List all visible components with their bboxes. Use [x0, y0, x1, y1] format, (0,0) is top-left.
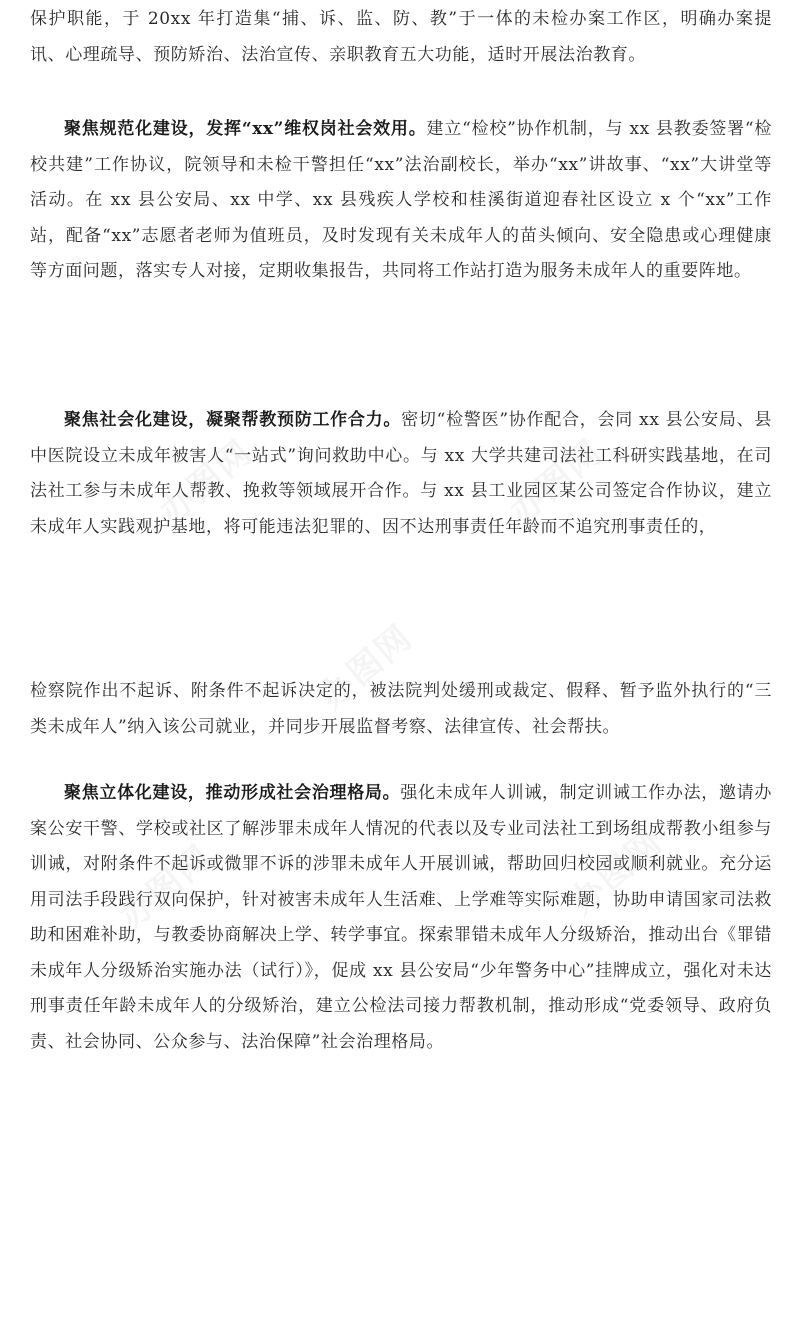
watermark: 办图网	[562, 822, 671, 923]
paragraph-heading: 聚焦社会化建设，凝聚帮教预防工作合力。	[64, 410, 402, 430]
paragraph-integration	[30, 776, 772, 1060]
paragraph-body: 密切“检警医”协作配合，会同 xx 县公安局、县中医院设立未成年被害人“一站式”询问救助中心。与 xx 大学共建司法社工科研实践基地，在司法社工参与未成年人帮教、挽救等领域展开合作。与 xx 县工业园区某公司签定合作协议，建立未成年人实践观护基地，将可能违法犯罪的、因不达刑事责任年龄而不追究刑事责任的，	[30, 410, 772, 537]
paragraph-heading: 聚焦规范化建设，发挥“xx”维权岗社会效用。	[64, 119, 427, 139]
watermark: 办图网	[502, 432, 611, 533]
paragraph-socialization	[30, 403, 772, 545]
watermark: 办图网	[152, 432, 261, 533]
paragraph-socialization-continuation	[30, 674, 772, 745]
paragraph-standardization	[30, 112, 772, 290]
paragraph-text: 保护职能，于 20xx 年打造集“捕、诉、监、防、教”于一体的未检办案工作区，明确办案提讯、心理疏导、预防矫治、法治宣传、亲职教育五大功能，适时开展法治教育。	[30, 9, 772, 65]
watermark: 办图网	[112, 837, 221, 938]
paragraph-text: 检察院作出不起诉、附条件不起诉决定的，被法院判处缓刑或裁定、假释、暂予监外执行的“三类未成年人”纳入该公司就业，并同步开展监督考察、法律宣传、社会帮扶。	[30, 681, 772, 737]
paragraph-body: 强化未成年人训诫，制定训诫工作办法，邀请办案公安干警、学校或社区了解涉罪未成年人情况的代表以及专业司法社工到场组成帮教小组参与训诫，对附条件不起诉或微罪不诉的涉罪未成年人开展训诫，帮助回归校园或顺利就业。充分运用司法手段践行双向保护，针对被害未成年人生活难、上学难等实际难题，协助申请国家司法救助和困难补助，与教委协商解决上学、转学事宜。探索罪错未成年人分级矫治，推动出台《罪错未成年人分级矫治实施办法（试行）》，促成 xx 县公安局“少年警务中心”挂牌成立，强化对未达刑事责任年龄未成年人的分级矫治，建立公检法司接力帮教机制，推动形成“党委领导、政府负责、社会协同、公众参与、法治保障”社会治理格局。	[30, 783, 772, 1052]
watermark: 办图网	[312, 617, 421, 718]
paragraph-heading: 聚焦立体化建设，推动形成社会治理格局。	[64, 783, 401, 803]
paragraph-body: 建立“检校”协作机制，与 xx 县教委签署“检校共建”工作协议，院领导和未检干警担任“xx”法治副校长，举办“xx”讲故事、“xx”大讲堂等活动。在 xx 县公安局、xx 中学、xx 县残疾人学校和桂溪街道迎春社区设立 x 个“xx”工作站，配备“xx”志愿者老师为值班员，及时发现有关未成年人的苗头倾向、安全隐患或心理健康等方面问题，落实专人对接，定期收集报告，共同将工作站打造为服务未成年人的重要阵地。	[30, 119, 773, 281]
paragraph-intro-continuation	[30, 2, 772, 73]
